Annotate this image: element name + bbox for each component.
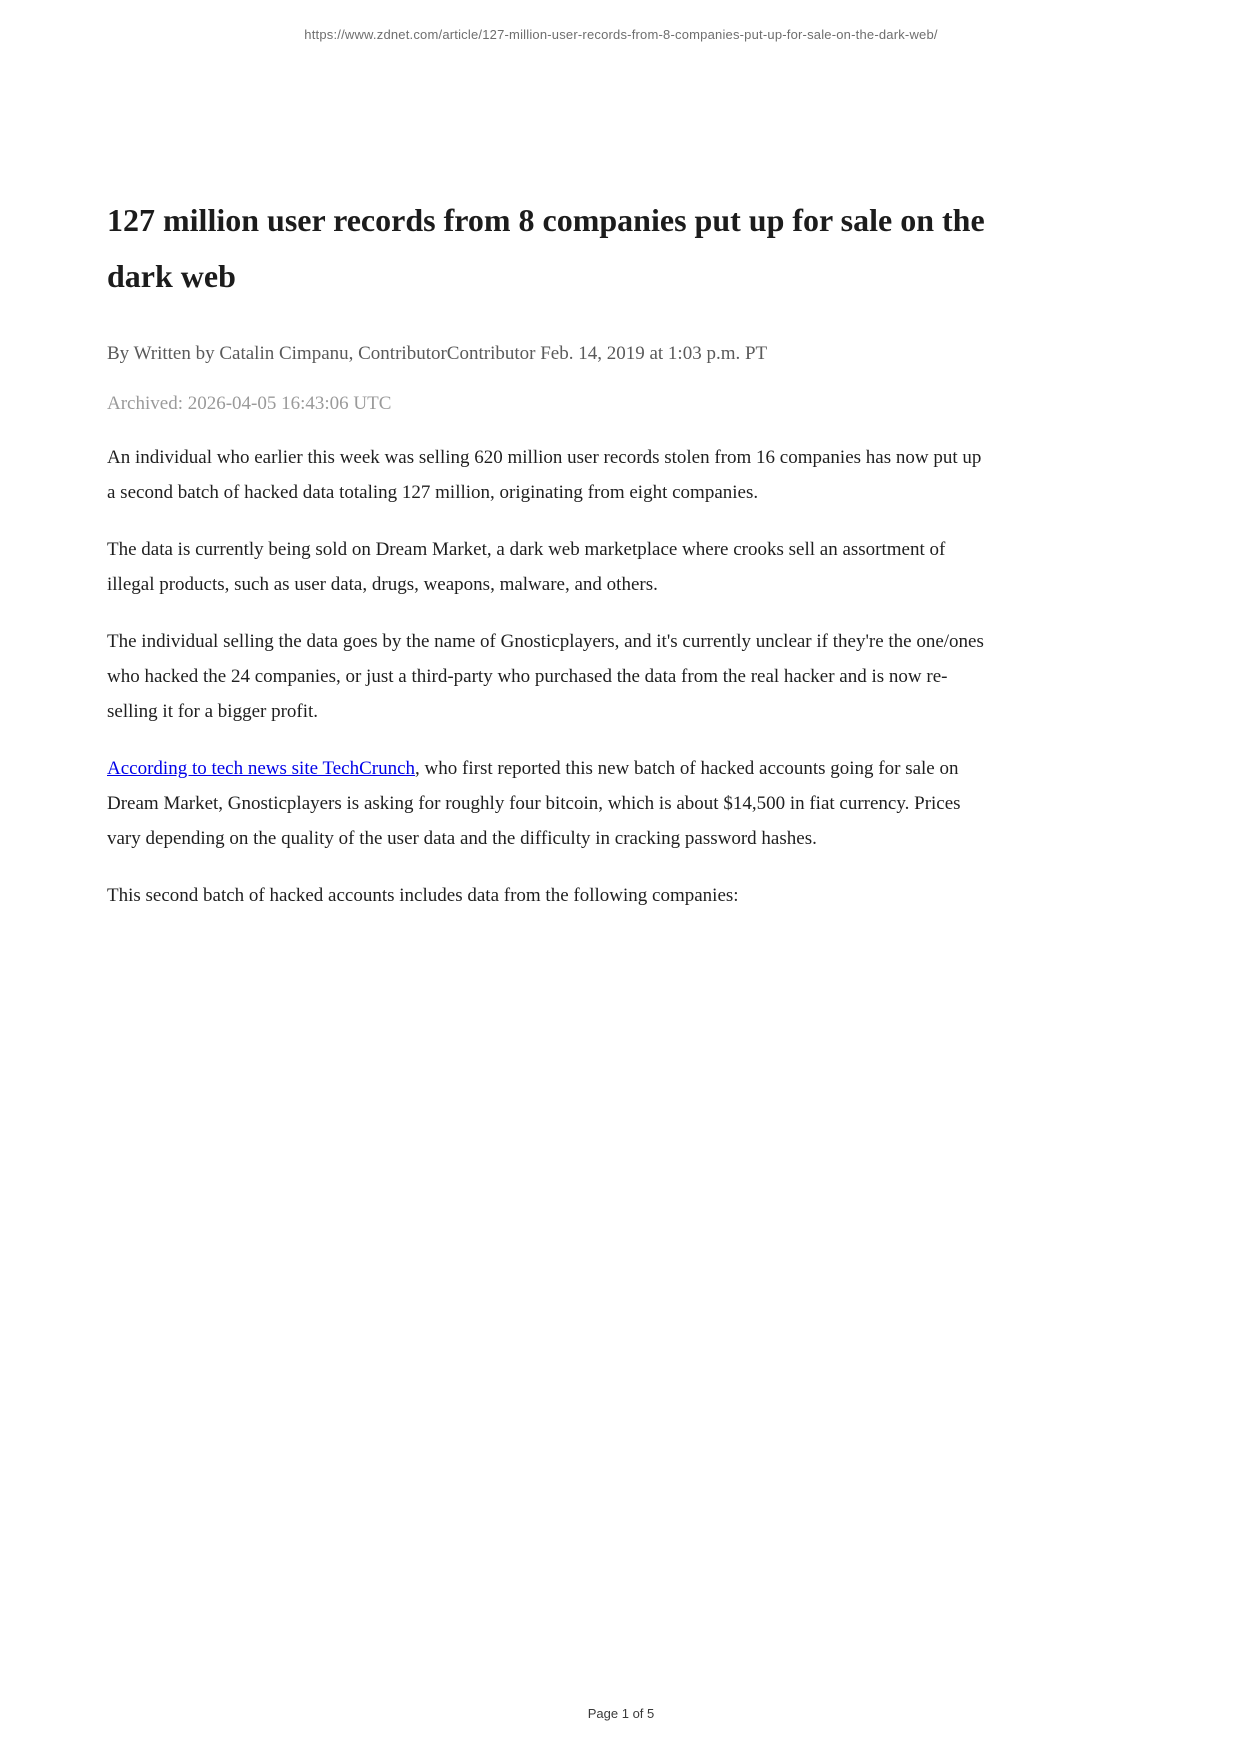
article-byline: By Written by Catalin Cimpanu, ContributorContributor Feb. 14, 2019 at 1:03 p.m. PT <box>107 343 768 364</box>
paragraph-2: The data is currently being sold on Dream Market, a dark web marketplace where crooks sell an assortment of illegal products, such as user data, drugs, weapons, malware, and others. <box>107 539 946 595</box>
source-url: https://www.zdnet.com/article/127-million-user-records-from-8-companies-put-up-for-sale-on-the-dark-web/ <box>304 27 938 42</box>
paragraph-5: This second batch of hacked accounts includes data from the following companies: <box>107 885 739 906</box>
paragraph-4 <box>107 751 987 856</box>
article-content <box>107 0 987 913</box>
paragraph-4-text: , who first reported this new batch of hacked accounts going for sale on Dream Market, Gnosticplayers is asking for roughly four bitcoin, which is about $14,500 in fiat currency. Prices vary depending on the quality of the user data and the difficulty in cracking password hashes. <box>107 758 961 849</box>
archived-timestamp: Archived: 2026-04-05 16:43:06 UTC <box>107 393 392 414</box>
paragraph-3: The individual selling the data goes by the name of Gnosticplayers, and it's currently unclear if they're the one/ones who hacked the 24 companies, or just a third-party who purchased the data from the real hacker and is now re-selling it for a bigger profit. <box>107 631 984 722</box>
article-title: 127 million user records from 8 companies put up for sale on the dark web <box>107 202 985 294</box>
techcrunch-link[interactable]: According to tech news site TechCrunch <box>107 758 416 779</box>
page-number: Page 1 of 5 <box>587 1706 655 1721</box>
paragraph-1: An individual who earlier this week was selling 620 million user records stolen from 16 companies has now put up a second batch of hacked data totaling 127 million, originating from eight companies. <box>107 447 982 503</box>
